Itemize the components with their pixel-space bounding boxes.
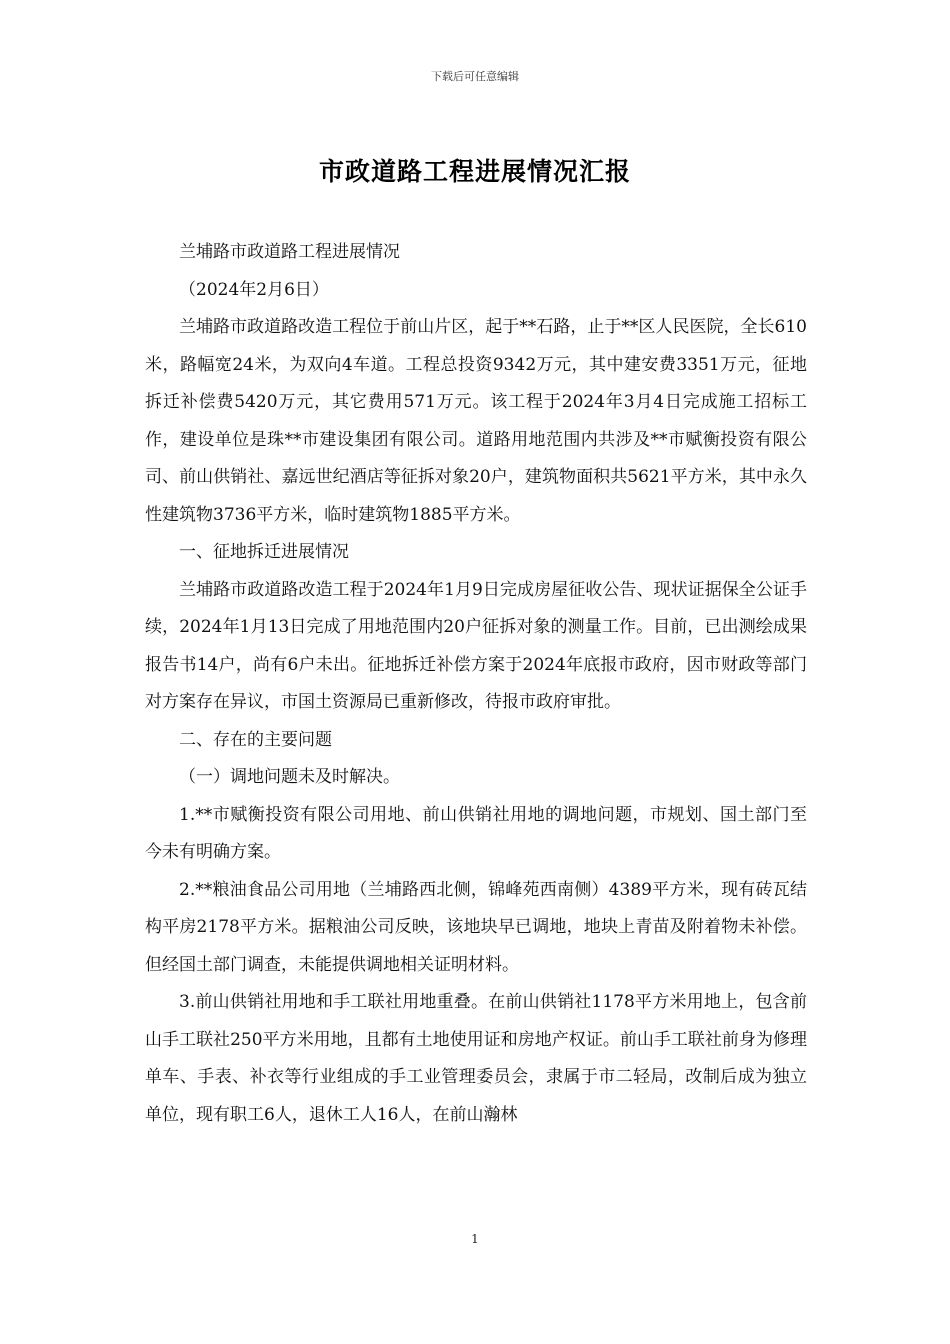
header-note: 下载后可任意编辑	[431, 70, 519, 83]
document-body	[145, 234, 807, 1134]
section-heading-problems: 二、存在的主要问题	[179, 729, 332, 750]
project-overview-paragraph: 兰埔路市政道路改造工程位于前山片区，起于**石路，止于**区人民医院，全长610米，路幅宽24米，为双向4车道。工程总投资9342万元，其中建安费3351万元，征地拆迁补偿费5420万元，其它费用571万元。该工程于2024年3月4日完成施工招标工作，建设单位是珠**市建设集团有限公司。道路用地范围内共涉及**市赋衡投资有限公司、前山供销社、嘉远世纪酒店等征拆对象20户，建筑物面积共5621平方米，其中永久性建筑物3736平方米，临时建筑物1885平方米。	[145, 317, 807, 525]
problem-item-2: 2.**粮油食品公司用地（兰埔路西北侧，锦峰苑西南侧）4389平方米，现有砖瓦结构平房2178平方米。据粮油公司反映，该地块早已调地，地块上青苗及附着物未补偿。但经国土部门调查，未能提供调地相关证明材料。	[145, 879, 807, 975]
page-number: 1	[471, 1232, 479, 1246]
date-line: （2024年2月6日）	[179, 279, 329, 300]
problem-item-1: 1.**市赋衡投资有限公司用地、前山供销社用地的调地问题，市规划、国土部门至今未有明确方案。	[145, 804, 807, 862]
document-title: 市政道路工程进展情况汇报	[318, 157, 631, 186]
progress-paragraph: 兰埔路市政道路改造工程于2024年1月9日完成房屋征收公告、现状证据保全公证手续，2024年1月13日完成了用地范围内20户征拆对象的测量工作。目前，已出测绘成果报告书14户，尚有6户未出。征地拆迁补偿方案于2024年底报市政府，因市财政等部门对方案存在异议，市国土资源局已重新修改，待报市政府审批。	[145, 579, 807, 712]
subtitle: 兰埔路市政道路工程进展情况	[179, 242, 400, 262]
section-heading-progress: 一、征地拆迁进展情况	[179, 542, 349, 562]
subsection-heading: （一）调地问题未及时解决。	[179, 767, 400, 787]
problem-item-3: 3.前山供销社用地和手工联社用地重叠。在前山供销社1178平方米用地上，包含前山手工联社250平方米用地，且都有土地使用证和房地产权证。前山手工联社前身为修理单车、手表、补衣等行业组成的手工业管理委员会，隶属于市二轻局，改制后成为独立单位，现有职工6人，退休工人16人，在前山瀚林	[145, 992, 807, 1125]
